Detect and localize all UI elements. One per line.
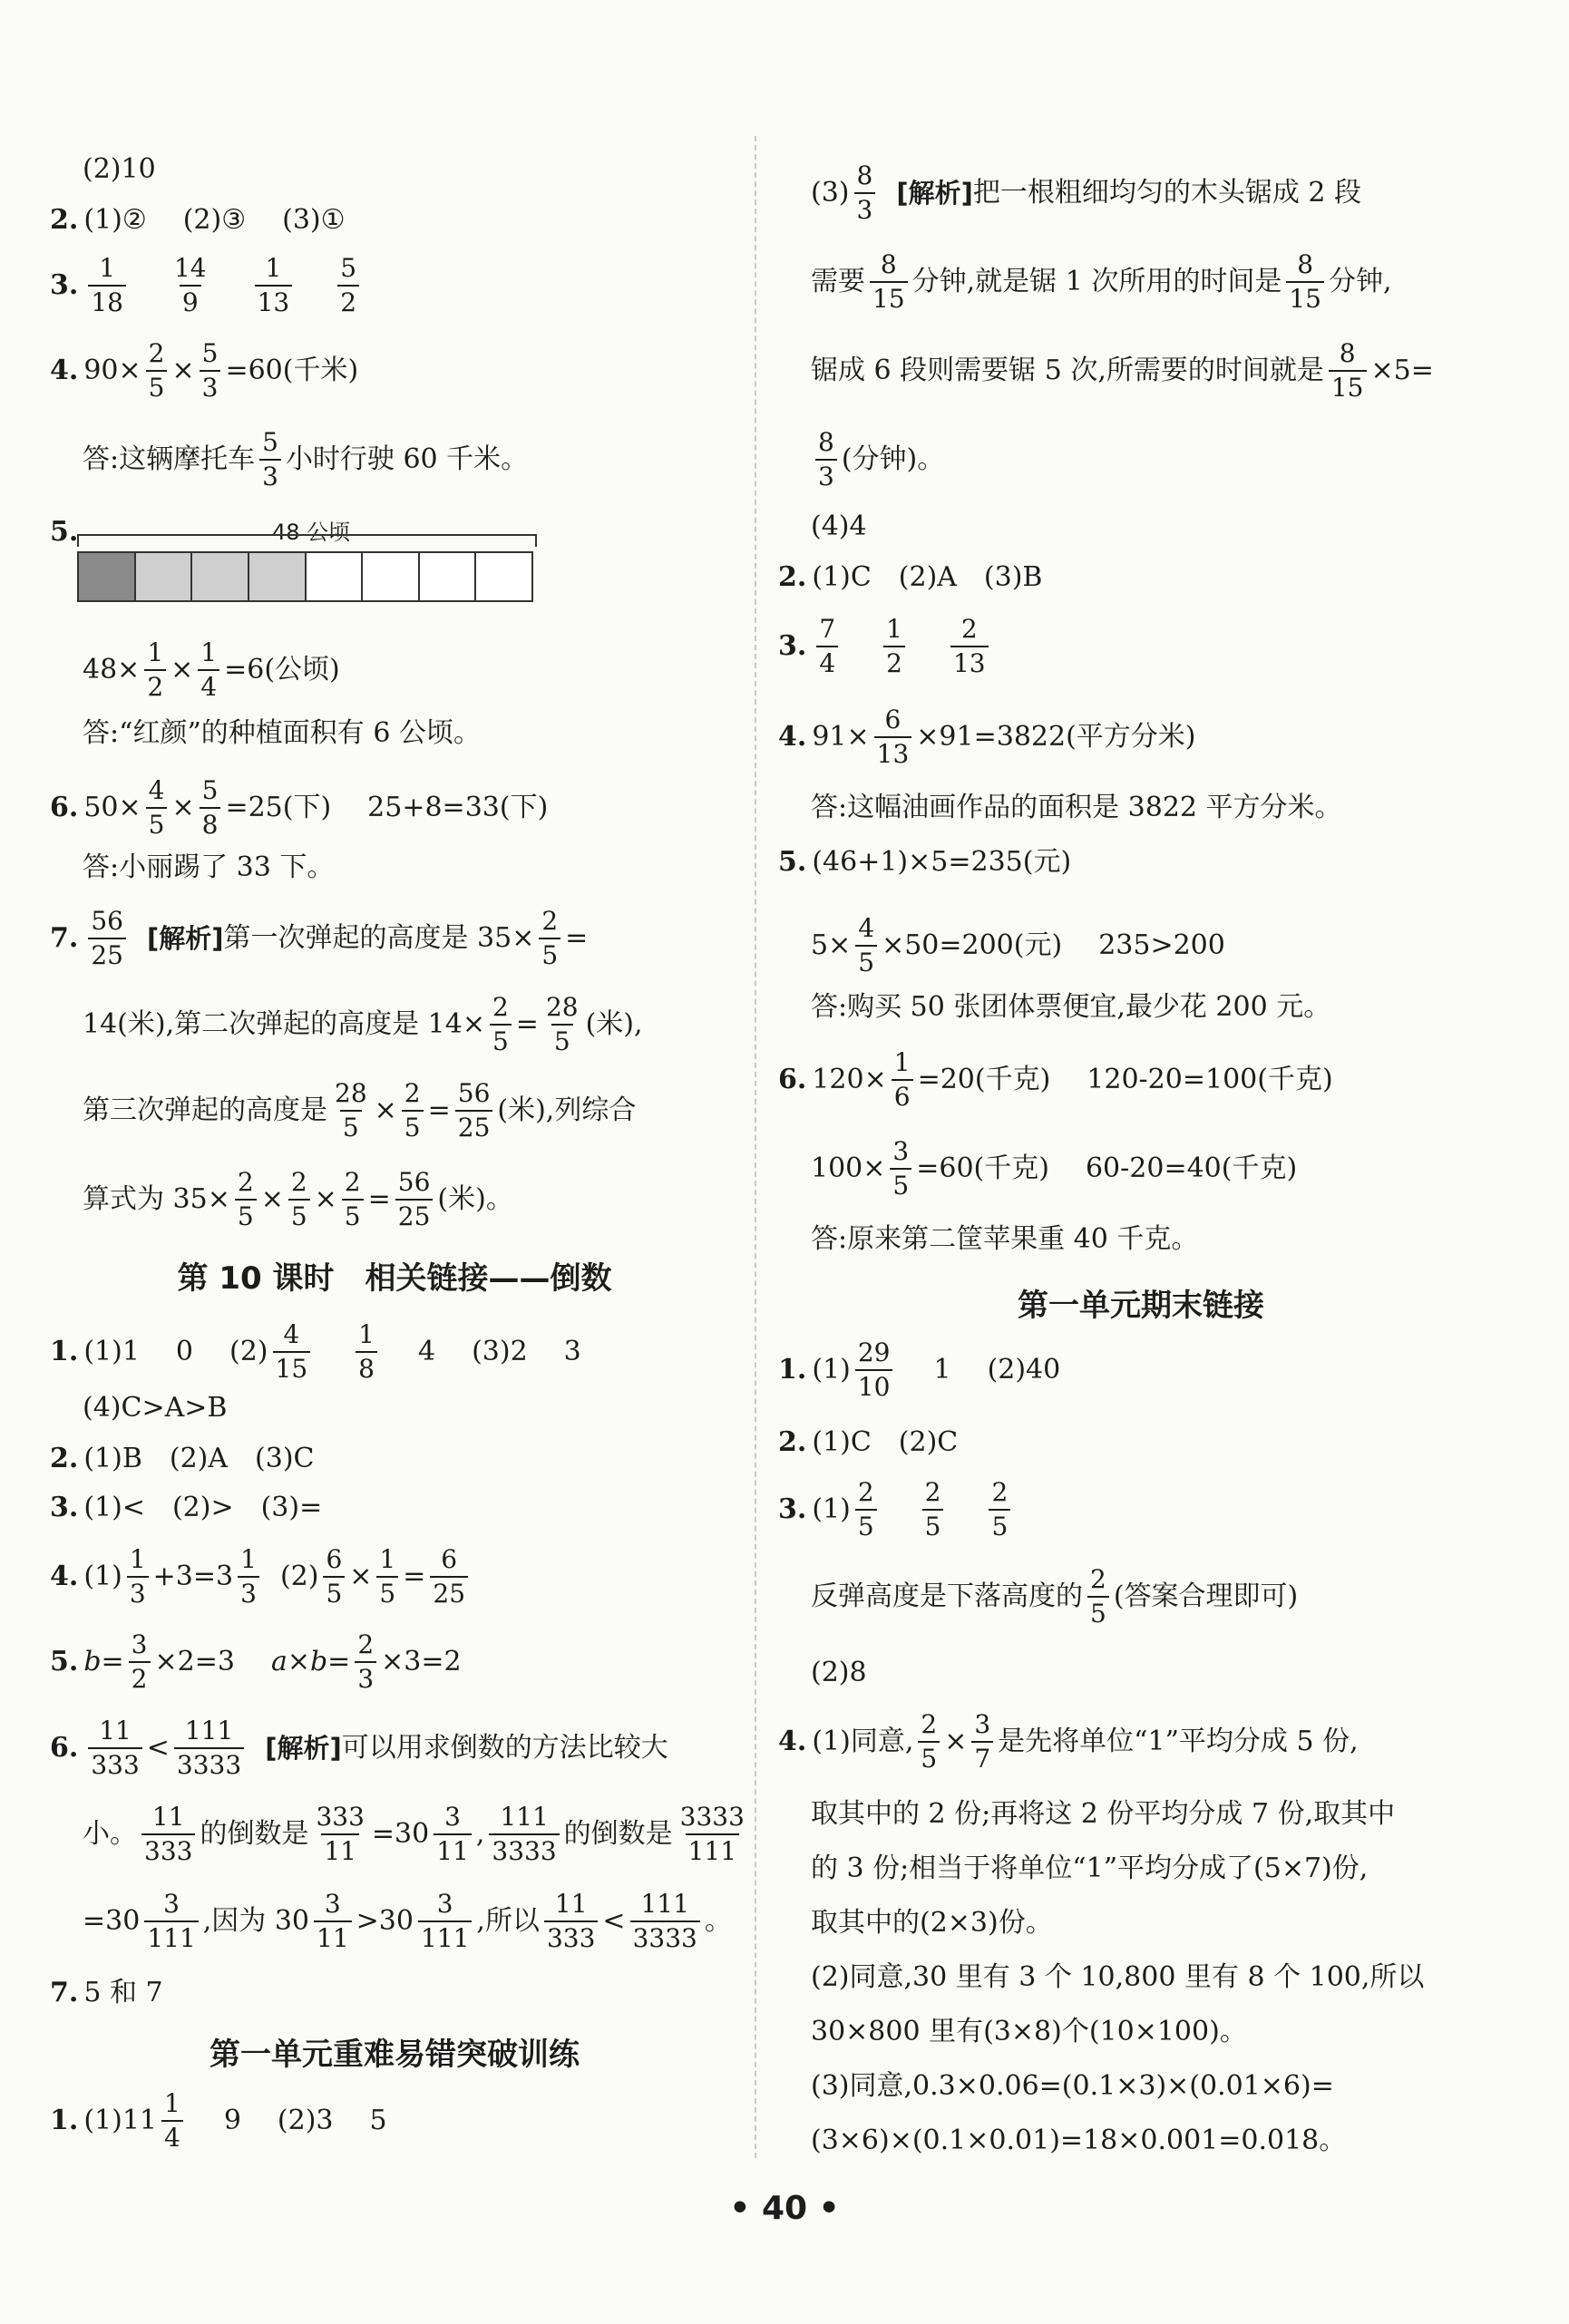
final-q3-2: (2)8 (811, 1657, 867, 1688)
r-equation-5: 5× $\frac{4}{5}$ ×50=200(元) 235>200 (811, 913, 1225, 977)
lesson-q2: 2. (1)B (2)A (3)C (50, 1443, 315, 1474)
final-q4-line: 取其中的 2 份;再将这 2 份平均分成 7 份,取其中 (811, 1798, 1396, 1830)
bar-segment (476, 553, 531, 600)
r-answer-5: 答:购买 50 张团体票便宜,最少花 200 元。 (811, 991, 1331, 1023)
column-divider (755, 136, 756, 2158)
fraction: $\frac{1}{13}$ (255, 256, 293, 316)
r-answer-6: 答:原来第二筐苹果重 40 千克。 (811, 1223, 1199, 1255)
bar-segment (79, 553, 136, 600)
lesson-q6-line-3: =30 $\frac{3}{111}$ ,因为 30 $\frac{3}{11}$ >30 $\frac{3}{111}$ ,所以 $\frac{11}{333}$ < $\frac{111}{3333}$ 。 (83, 1889, 732, 1953)
final-q1: 1. (1) $\frac{29}{10}$ 1 (2)40 (778, 1337, 1061, 1402)
bar-segment (136, 553, 193, 600)
r-line-5: (4)4 (811, 511, 867, 542)
final-q4-line: (2)同意,30 里有 3 个 10,800 里有 8 个 100,所以 (811, 1961, 1425, 1993)
question-7-line-2: 14(米),第二次弹起的高度是 14× $\frac{2}{5}$ = $\frac{28}{5}$ (米), (83, 992, 643, 1056)
final-q3-text: 反弹高度是下落高度的 $\frac{2}{5}$ (答案合理即可) (811, 1564, 1299, 1629)
segmented-bar (77, 551, 533, 602)
question-7: 7. $\frac{56}{25}$ [解析] 第一次弹起的高度是 35× $\frac{2}{5}$ = (50, 906, 589, 970)
bar-segment (307, 553, 364, 600)
r-question-4: 4. 91× $\frac{6}{13}$ ×91=3822(平方分米) (778, 705, 1196, 769)
lesson-q5: 5. b= $\frac{3}{2}$ ×2=3 a×b= $\frac{2}{3}$ ×3=2 (50, 1629, 462, 1694)
question-3: 3. $\frac{1}{18}$ $\frac{14}{9}$ $\frac{1}{13}$ $\frac{5}{2}$ (50, 256, 364, 316)
r-question-3: 3. $\frac{7}{4}$ $\frac{1}{2}$ $\frac{2}{13}$ (778, 617, 993, 676)
bar-diagram (50, 503, 558, 621)
answer-6: 答:小丽踢了 33 下。 (83, 851, 335, 883)
r-line-4: $\frac{8}{3}$ (分钟)。 (778, 430, 944, 490)
lesson-q1-4: (4)C>A>B (83, 1392, 228, 1424)
final-q4-line: 的 3 份;相当于将单位“1”平均分成了(5×7)份, (811, 1852, 1369, 1884)
lesson-q3: 3. (1)< (2)> (3)= (50, 1492, 323, 1523)
bar-segment (249, 553, 307, 600)
r-equation-6: 100× $\frac{3}{5}$ =60(千克) 60-20=40(千克) (811, 1136, 1298, 1201)
page-number: • 40 • (729, 2190, 840, 2227)
fraction: $\frac{1}{18}$ (88, 256, 126, 316)
r-line-3: 锯成 6 段则需要锯 5 次,所需要的时间就是 $\frac{8}{15}$ ×5= (811, 338, 1434, 403)
lesson-q6-line-2: 小。 $\frac{11}{333}$ 的倒数是 $\frac{333}{11}$ =30 $\frac{3}{11}$ , $\frac{111}{3333}$ 的倒数是 $\frac{3333}{111}$ (83, 1802, 745, 1866)
breakthrough-q1: 1. (1)11 $\frac{1}{4}$ 9 (2)3 5 (50, 2088, 387, 2153)
question-5-number: 5. (50, 516, 79, 548)
r-question-5: 5. (46+1)×5=235(元) (778, 846, 1072, 878)
answer-line: (2)10 (83, 153, 156, 185)
final-q3: 3. (1) $\frac{2}{5}$ $\frac{2}{5}$ $\frac{2}{5}$ (778, 1480, 1015, 1540)
lesson-q7: 7. 5 和 7 (50, 1977, 163, 2008)
lesson-q6: 6. $\frac{11}{333}$ < $\frac{111}{3333}$ [解析] 可以用求倒数的方法比较大 (50, 1716, 668, 1780)
final-q4-line: 30×800 里有(3×8)个(10×100)。 (811, 2016, 1247, 2047)
section-title-breakthrough: 第一单元重难易错突破训练 (210, 2037, 580, 2073)
r-question-2: 2. (1)C (2)A (3)B (778, 561, 1043, 593)
section-title-final: 第一单元期末链接 (1018, 1288, 1264, 1324)
bar-brace (77, 534, 537, 547)
r-question-6: 6. 120× $\frac{1}{6}$ =20(千克) 120-20=100(千克) (778, 1047, 1333, 1112)
section-title-lesson-10: 第 10 课时 相关链接——倒数 (177, 1260, 612, 1297)
bar-segment (363, 553, 420, 600)
fraction: $\frac{14}{9}$ (173, 253, 207, 317)
final-q4-line: 取其中的(2×3)份。 (811, 1907, 1053, 1939)
bar-segment (420, 553, 477, 600)
question-2: 2. (1)② (2)③ (3)① (50, 204, 346, 236)
answer-4: 答:这辆摩托车 $\frac{5}{3}$ 小时行驶 60 千米。 (83, 427, 529, 491)
question-7-line-3: 第三次弹起的高度是 $\frac{28}{5}$ × $\frac{2}{5}$ = $\frac{56}{25}$ (米),列综合 (83, 1078, 637, 1143)
r-line-1: (3) $\frac{8}{3}$ [解析] 把一根粗细均匀的木头锯成 2 段 (811, 160, 1362, 225)
equation-5: 48× $\frac{1}{2}$ × $\frac{1}{4}$ =6(公顷) (83, 637, 340, 702)
bar-label: 48 公顷 (272, 520, 351, 545)
final-q4: 4. (1)同意, $\frac{2}{5}$ × $\frac{3}{7}$ 是先将单位“1”平均分成 5 份, (778, 1709, 1359, 1774)
bar-segment (192, 553, 249, 600)
question-6: 6. 50× $\frac{4}{5}$ × $\frac{5}{8}$ =25(下) 25+8=33(下) (50, 775, 549, 840)
question-4: 4. 90× $\frac{2}{5}$ × $\frac{5}{3}$ =60(千米) (50, 338, 359, 403)
lesson-q4: 4. (1) $\frac{1}{3}$ +3=3 $\frac{1}{3}$ (2) $\frac{6}{5}$ × $\frac{1}{5}$ = $\frac{6}{25}$ (50, 1547, 473, 1607)
r-line-2: 需要 $\frac{8}{15}$ 分钟,就是锯 1 次所用的时间是 $\frac{8}{15}$ 分钟, (811, 249, 1392, 314)
answer-5: 答:“红颜”的种植面积有 6 公顷。 (83, 717, 481, 749)
r-answer-4: 答:这幅油画作品的面积是 3822 平方分米。 (811, 792, 1342, 823)
final-q2: 2. (1)C (2)C (778, 1426, 959, 1458)
question-7-line-4: 算式为 35× $\frac{2}{5}$ × $\frac{2}{5}$ × $\frac{2}{5}$ = $\frac{56}{25}$ (米)。 (83, 1167, 513, 1231)
fraction: $\frac{5}{2}$ (337, 256, 359, 316)
lesson-q1: 1. (1)1 0 (2) $\frac{4}{15}$ $\frac{1}{8}$ 4 (3)2 3 (50, 1319, 581, 1384)
final-q4-line: (3)同意,0.3×0.06=(0.1×3)×(0.01×6)= (811, 2070, 1334, 2102)
final-q4-line: (3×6)×(0.1×0.01)=18×0.001=0.018。 (811, 2125, 1347, 2156)
